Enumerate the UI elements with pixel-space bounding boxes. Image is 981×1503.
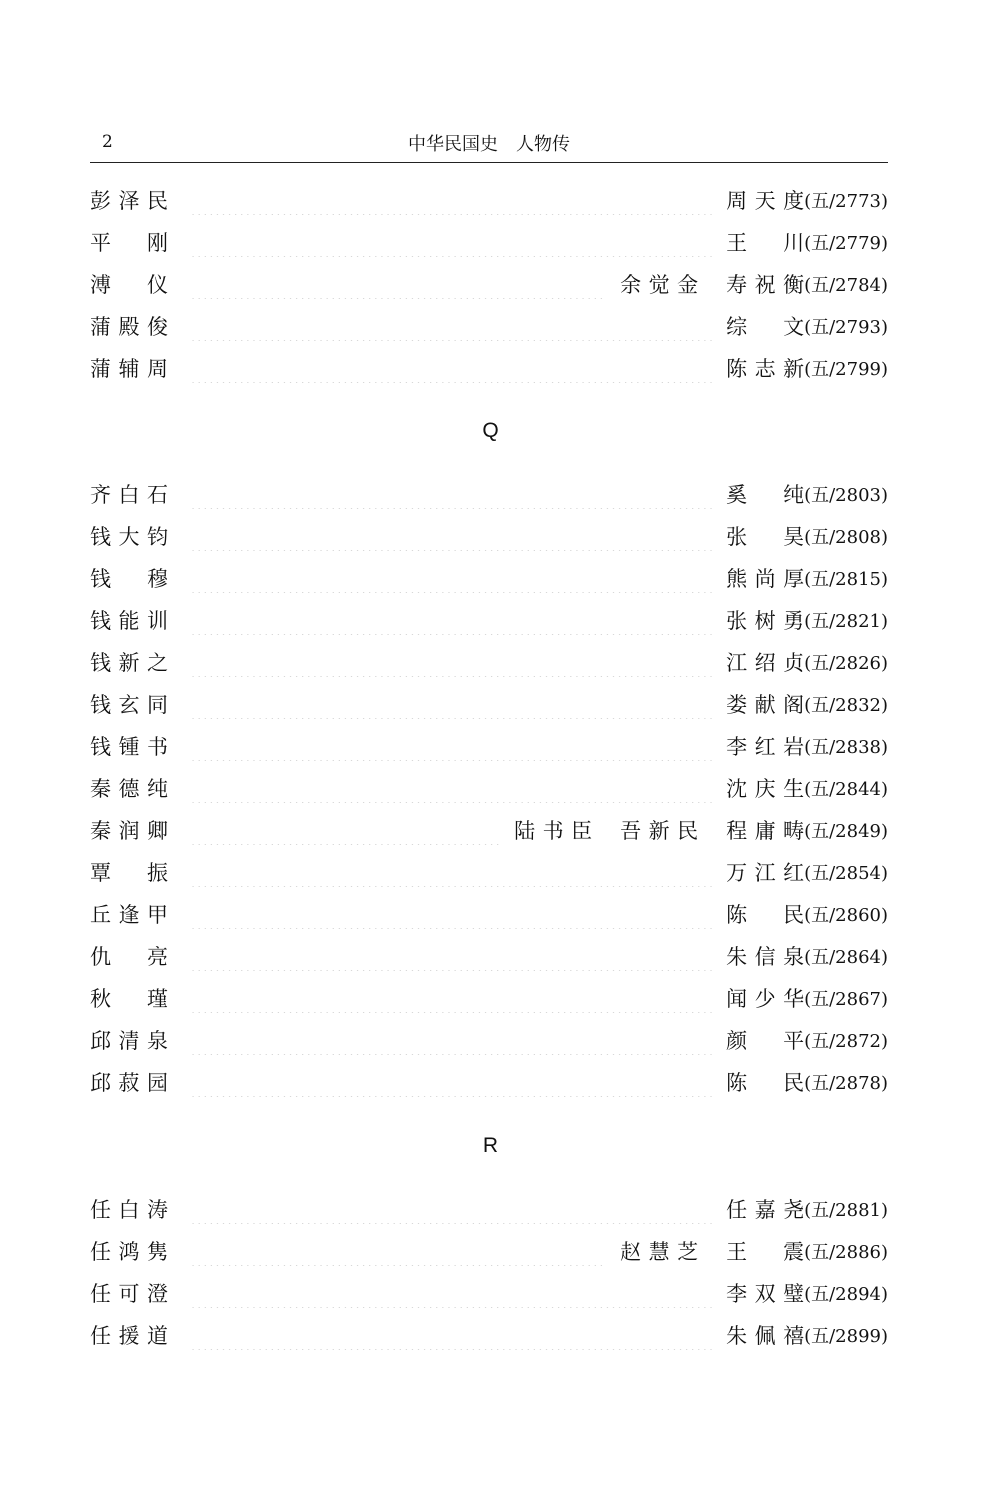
leader-dots: [190, 773, 712, 803]
index-entry: [90, 1236, 888, 1266]
volume-page-reference: (五/2815): [804, 569, 888, 590]
subject-name: 覃振: [90, 861, 168, 885]
subject-name: 钱新之: [90, 651, 168, 675]
author: 熊尚厚: [726, 567, 805, 591]
volume-page-reference: (五/2849): [804, 821, 888, 842]
volume-page-reference: (五/2779): [804, 233, 888, 254]
subject-name: 任白涛: [90, 1198, 168, 1222]
subject-name: 丘逢甲: [90, 903, 168, 927]
volume-page-reference: (五/2793): [804, 317, 888, 338]
leader-dots: [190, 1025, 712, 1055]
index-entry: [90, 731, 888, 761]
author: 王震: [726, 1240, 805, 1264]
leader-dots: [190, 521, 712, 551]
index-entry: [90, 185, 888, 215]
index-entry: [90, 605, 888, 635]
leader-dots: [190, 647, 712, 677]
section-letter: R: [482, 1134, 499, 1157]
leader-dots: [190, 815, 500, 845]
author: 闻少华: [726, 987, 805, 1011]
volume-page-reference: (五/2854): [804, 863, 888, 884]
page-header: [90, 128, 888, 163]
subject-name: 秋瑾: [90, 987, 168, 1011]
subject-name: 钱能训: [90, 609, 168, 633]
coauthor: 余觉金: [620, 273, 699, 297]
author: 程庸畴: [726, 819, 805, 843]
subject-name: 任援道: [90, 1324, 168, 1348]
index-entry: [90, 1025, 888, 1055]
author: 王川: [726, 231, 805, 255]
coauthor: 赵慧芝: [620, 1240, 699, 1264]
volume-page-reference: (五/2832): [804, 695, 888, 716]
volume-page-reference: (五/2838): [804, 737, 888, 758]
leader-dots: [190, 1067, 712, 1097]
leader-dots: [190, 941, 712, 971]
leader-dots: [190, 1278, 712, 1308]
index-entry: [90, 227, 888, 257]
running-title: 中华民国史 人物传: [408, 134, 570, 155]
index-entry: [90, 521, 888, 551]
author: 朱信泉: [726, 945, 805, 969]
subject-name: 钱玄同: [90, 693, 168, 717]
leader-dots: [190, 563, 712, 593]
index-entry: [90, 815, 888, 845]
subject-name: 秦德纯: [90, 777, 168, 801]
subject-name: 邱清泉: [90, 1029, 168, 1053]
volume-page-reference: (五/2803): [804, 485, 888, 506]
index-entry: [90, 983, 888, 1013]
leader-dots: [190, 857, 712, 887]
author: 寿祝衡: [726, 273, 805, 297]
volume-page-reference: (五/2864): [804, 947, 888, 968]
section-letter: Q: [482, 419, 499, 442]
volume-page-reference: (五/2784): [804, 275, 888, 296]
leader-dots: [190, 731, 712, 761]
leader-dots: [190, 479, 712, 509]
author: 陈民: [726, 903, 805, 927]
author: 陈志新: [726, 357, 805, 381]
author: 任嘉尧: [726, 1198, 805, 1222]
author: 李红岩: [726, 735, 805, 759]
index-entry: [90, 1067, 888, 1097]
subject-name: 平刚: [90, 231, 168, 255]
author: 奚纯: [726, 483, 805, 507]
author: 朱佩禧: [726, 1324, 805, 1348]
index-entry: [90, 1194, 888, 1224]
leader-dots: [190, 185, 712, 215]
leader-dots: [190, 1236, 606, 1266]
index-entry: [90, 689, 888, 719]
volume-page-reference: (五/2878): [804, 1073, 888, 1094]
volume-page-reference: (五/2821): [804, 611, 888, 632]
volume-page-reference: (五/2872): [804, 1031, 888, 1052]
volume-page-reference: (五/2894): [804, 1284, 888, 1305]
index-entry: [90, 647, 888, 677]
volume-page-reference: (五/2881): [804, 1200, 888, 1221]
leader-dots: [190, 983, 712, 1013]
coauthor: 陆书臣: [514, 819, 593, 843]
author: 江绍贞: [726, 651, 805, 675]
author: 李双璧: [726, 1282, 805, 1306]
volume-page-reference: (五/2799): [804, 359, 888, 380]
subject-name: 钱锺书: [90, 735, 168, 759]
volume-page-reference: (五/2808): [804, 527, 888, 548]
subject-name: 溥仪: [90, 273, 168, 297]
subject-name: 蒲辅周: [90, 357, 168, 381]
subject-name: 邱菽园: [90, 1071, 168, 1095]
leader-dots: [190, 1194, 712, 1224]
leader-dots: [190, 269, 606, 299]
author: 张树勇: [726, 609, 805, 633]
index-entry: [90, 479, 888, 509]
index-entry: [90, 941, 888, 971]
index-entry: [90, 1278, 888, 1308]
author: 颜平: [726, 1029, 805, 1053]
volume-page-reference: (五/2844): [804, 779, 888, 800]
leader-dots: [190, 1320, 712, 1350]
index-entry: [90, 311, 888, 341]
author: 娄献阁: [726, 693, 805, 717]
subject-name: 任可澄: [90, 1282, 168, 1306]
volume-page-reference: (五/2899): [804, 1326, 888, 1347]
author: 综文: [726, 315, 805, 339]
volume-page-reference: (五/2773): [804, 191, 888, 212]
leader-dots: [190, 689, 712, 719]
volume-page-reference: (五/2867): [804, 989, 888, 1010]
leader-dots: [190, 311, 712, 341]
subject-name: 齐白石: [90, 483, 168, 507]
subject-name: 钱大钧: [90, 525, 168, 549]
author: 沈庆生: [726, 777, 805, 801]
leader-dots: [190, 605, 712, 635]
index-entry: [90, 857, 888, 887]
index-entry: [90, 899, 888, 929]
subject-name: 仇亮: [90, 945, 168, 969]
volume-page-reference: (五/2886): [804, 1242, 888, 1263]
page-number: 2: [102, 132, 113, 152]
leader-dots: [190, 899, 712, 929]
leader-dots: [190, 353, 712, 383]
author: 陈民: [726, 1071, 805, 1095]
subject-name: 彭泽民: [90, 189, 168, 213]
subject-name: 钱穆: [90, 567, 168, 591]
leader-dots: [190, 227, 712, 257]
index-entry: [90, 353, 888, 383]
subject-name: 蒲殿俊: [90, 315, 168, 339]
index-entry: [90, 1320, 888, 1350]
author: 周天度: [726, 189, 805, 213]
index-entry: [90, 773, 888, 803]
coauthor: 吾新民: [620, 819, 699, 843]
subject-name: 秦润卿: [90, 819, 168, 843]
volume-page-reference: (五/2860): [804, 905, 888, 926]
index-entry: [90, 563, 888, 593]
author: 张昊: [726, 525, 805, 549]
volume-page-reference: (五/2826): [804, 653, 888, 674]
subject-name: 任鸿隽: [90, 1240, 168, 1264]
index-entry: [90, 269, 888, 299]
author: 万江红: [726, 861, 805, 885]
